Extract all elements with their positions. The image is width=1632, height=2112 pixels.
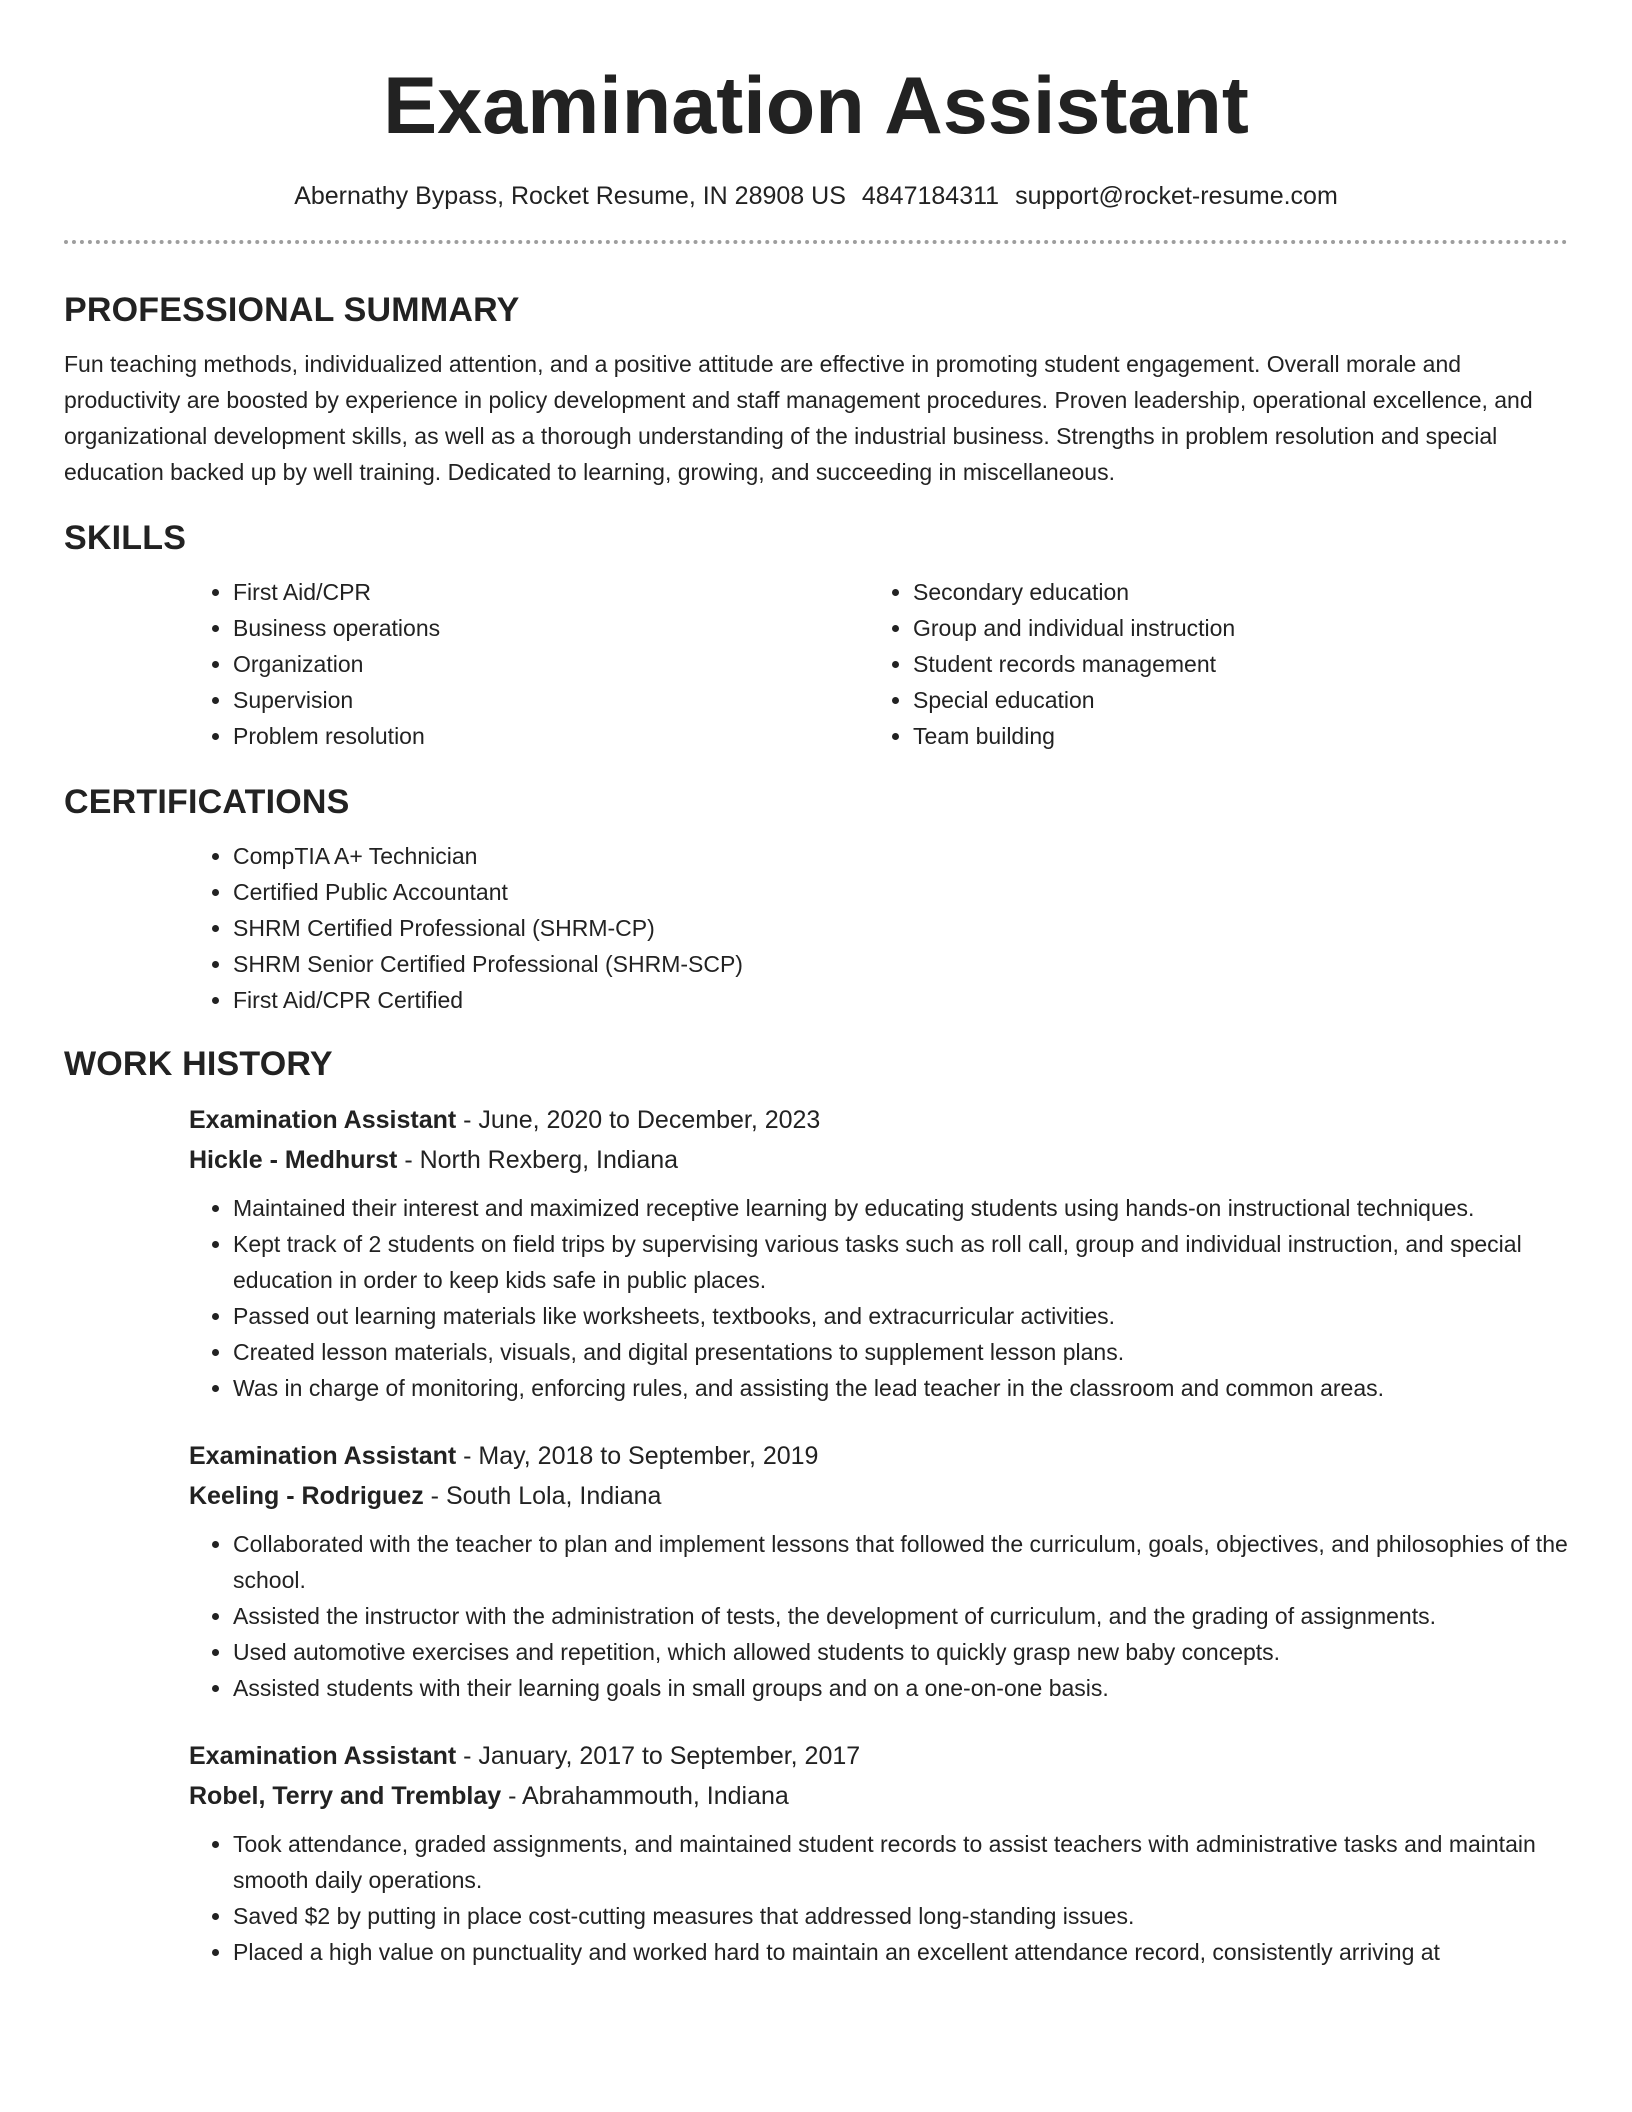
job-dates: - June, 2020 to December, 2023: [456, 1106, 821, 1134]
job-bullet: • Was in charge of monitoring, enforcing rules, and assisting the lead teacher in the classroom and common areas.: [233, 1370, 1568, 1406]
summary-heading: PROFESSIONAL SUMMARY: [64, 291, 520, 329]
certification-item: • CompTIA A+ Technician: [233, 838, 1568, 874]
job-title-line: [189, 1736, 1568, 1776]
job-entry: [189, 1100, 1568, 1406]
job-company: Keeling - Rodriguez: [189, 1482, 424, 1510]
job-bullet: • Assisted the instructor with the administration of tests, the development of curriculum, and the grading of assignments.: [233, 1598, 1568, 1634]
skill-item: • Supervision: [233, 682, 869, 718]
certification-item: • SHRM Certified Professional (SHRM-CP): [233, 910, 1568, 946]
work-history-heading: WORK HISTORY: [64, 1045, 333, 1083]
job-entry: [189, 1736, 1568, 1970]
job-location: - North Rexberg, Indiana: [397, 1146, 679, 1174]
summary-text: Fun teaching methods, individualized attention, and a positive attitude are effective in promoting student engagement. Overall morale and productivity are boosted by experience in policy development and staff management procedures. Proven leadership, operational excellence, and organizational development skills, as well as a thorough understanding of the industrial business. Strengths in problem resolution and special education backed up by well training. Dedicated to learning, growing, and succeeding in miscellaneous.: [64, 351, 1533, 485]
job-bullet: • Saved $2 by putting in place cost-cutting measures that addressed long-standing issues.: [233, 1898, 1568, 1934]
header-divider: [64, 240, 1568, 244]
job-bullet: • Kept track of 2 students on field trips by supervising various tasks such as roll call, group and individual instruction, and special education in order to keep kids safe in public places.: [233, 1226, 1568, 1298]
job-bullets: [189, 1526, 1568, 1706]
job-bullet: • Passed out learning materials like worksheets, textbooks, and extracurricular activities.: [233, 1298, 1568, 1334]
certification-item: • Certified Public Accountant: [233, 874, 1568, 910]
job-bullet: • Took attendance, graded assignments, and maintained student records to assist teachers with administrative tasks and maintain smooth daily operations.: [233, 1826, 1568, 1898]
work-history-section: [64, 1042, 1568, 1970]
skills-section: [64, 516, 1568, 754]
skills-heading: SKILLS: [64, 519, 187, 557]
job-location: - Abrahammouth, Indiana: [501, 1782, 789, 1810]
contact-phone: 4847184311: [861, 182, 1000, 210]
job-bullet: • Used automotive exercises and repetition, which allowed students to quickly grasp new baby concepts.: [233, 1634, 1568, 1670]
job-bullet: • Placed a high value on punctuality and worked hard to maintain an excellent attendance record, consistently arriving at: [233, 1934, 1568, 1970]
skill-item: • Student records management: [913, 646, 1568, 682]
job-location: - South Lola, Indiana: [423, 1482, 662, 1510]
job-bullet: • Collaborated with the teacher to plan and implement lessons that followed the curriculum, goals, objectives, and philosophies of the school.: [233, 1526, 1568, 1598]
contact-email[interactable]: support@rocket-resume.com: [1015, 182, 1338, 210]
job-bullet: • Maintained their interest and maximized receptive learning by educating students using hands-on instructional techniques.: [233, 1190, 1568, 1226]
job-company: Robel, Terry and Tremblay: [189, 1782, 502, 1810]
job-role: Examination Assistant: [189, 1742, 457, 1770]
skill-item: • Problem resolution: [233, 718, 869, 754]
certification-item: • SHRM Senior Certified Professional (SHRM-SCP): [233, 946, 1568, 982]
candidate-name: Examination Assistant: [383, 61, 1249, 151]
skill-item: • Special education: [913, 682, 1568, 718]
skill-item: • Business operations: [233, 610, 869, 646]
job-company-line: [189, 1140, 1568, 1180]
certifications-list: [189, 838, 1568, 1018]
job-bullet: • Assisted students with their learning goals in small groups and on a one-on-one basis.: [233, 1670, 1568, 1706]
job-company-line: [189, 1476, 1568, 1516]
contact-address: Abernathy Bypass, Rocket Resume, IN 28908 US: [294, 182, 846, 210]
skill-item: • Group and individual instruction: [913, 610, 1568, 646]
job-title-line: [189, 1436, 1568, 1476]
job-title-line: [189, 1100, 1568, 1140]
skill-item: • Secondary education: [913, 574, 1568, 610]
job-bullet: • Created lesson materials, visuals, and digital presentations to supplement lesson plans.: [233, 1334, 1568, 1370]
certification-item: • First Aid/CPR Certified: [233, 982, 1568, 1018]
skill-item: • First Aid/CPR: [233, 574, 869, 610]
certifications-heading: CERTIFICATIONS: [64, 783, 350, 821]
summary-section: [64, 288, 1568, 490]
certifications-section: [64, 780, 1568, 1018]
job-role: Examination Assistant: [189, 1106, 457, 1134]
skills-list-right: [869, 574, 1568, 754]
job-dates: - May, 2018 to September, 2019: [456, 1442, 819, 1470]
job-company-line: [189, 1776, 1568, 1816]
job-dates: - January, 2017 to September, 2017: [456, 1742, 861, 1770]
skill-item: • Organization: [233, 646, 869, 682]
job-entry: [189, 1436, 1568, 1706]
skills-list-left: [189, 574, 869, 754]
skill-item: • Team building: [913, 718, 1568, 754]
job-bullets: [189, 1826, 1568, 1970]
contact-line: [64, 180, 1568, 212]
job-bullets: [189, 1190, 1568, 1406]
job-role: Examination Assistant: [189, 1442, 457, 1470]
job-company: Hickle - Medhurst: [189, 1146, 398, 1174]
skills-grid: [189, 574, 1568, 754]
